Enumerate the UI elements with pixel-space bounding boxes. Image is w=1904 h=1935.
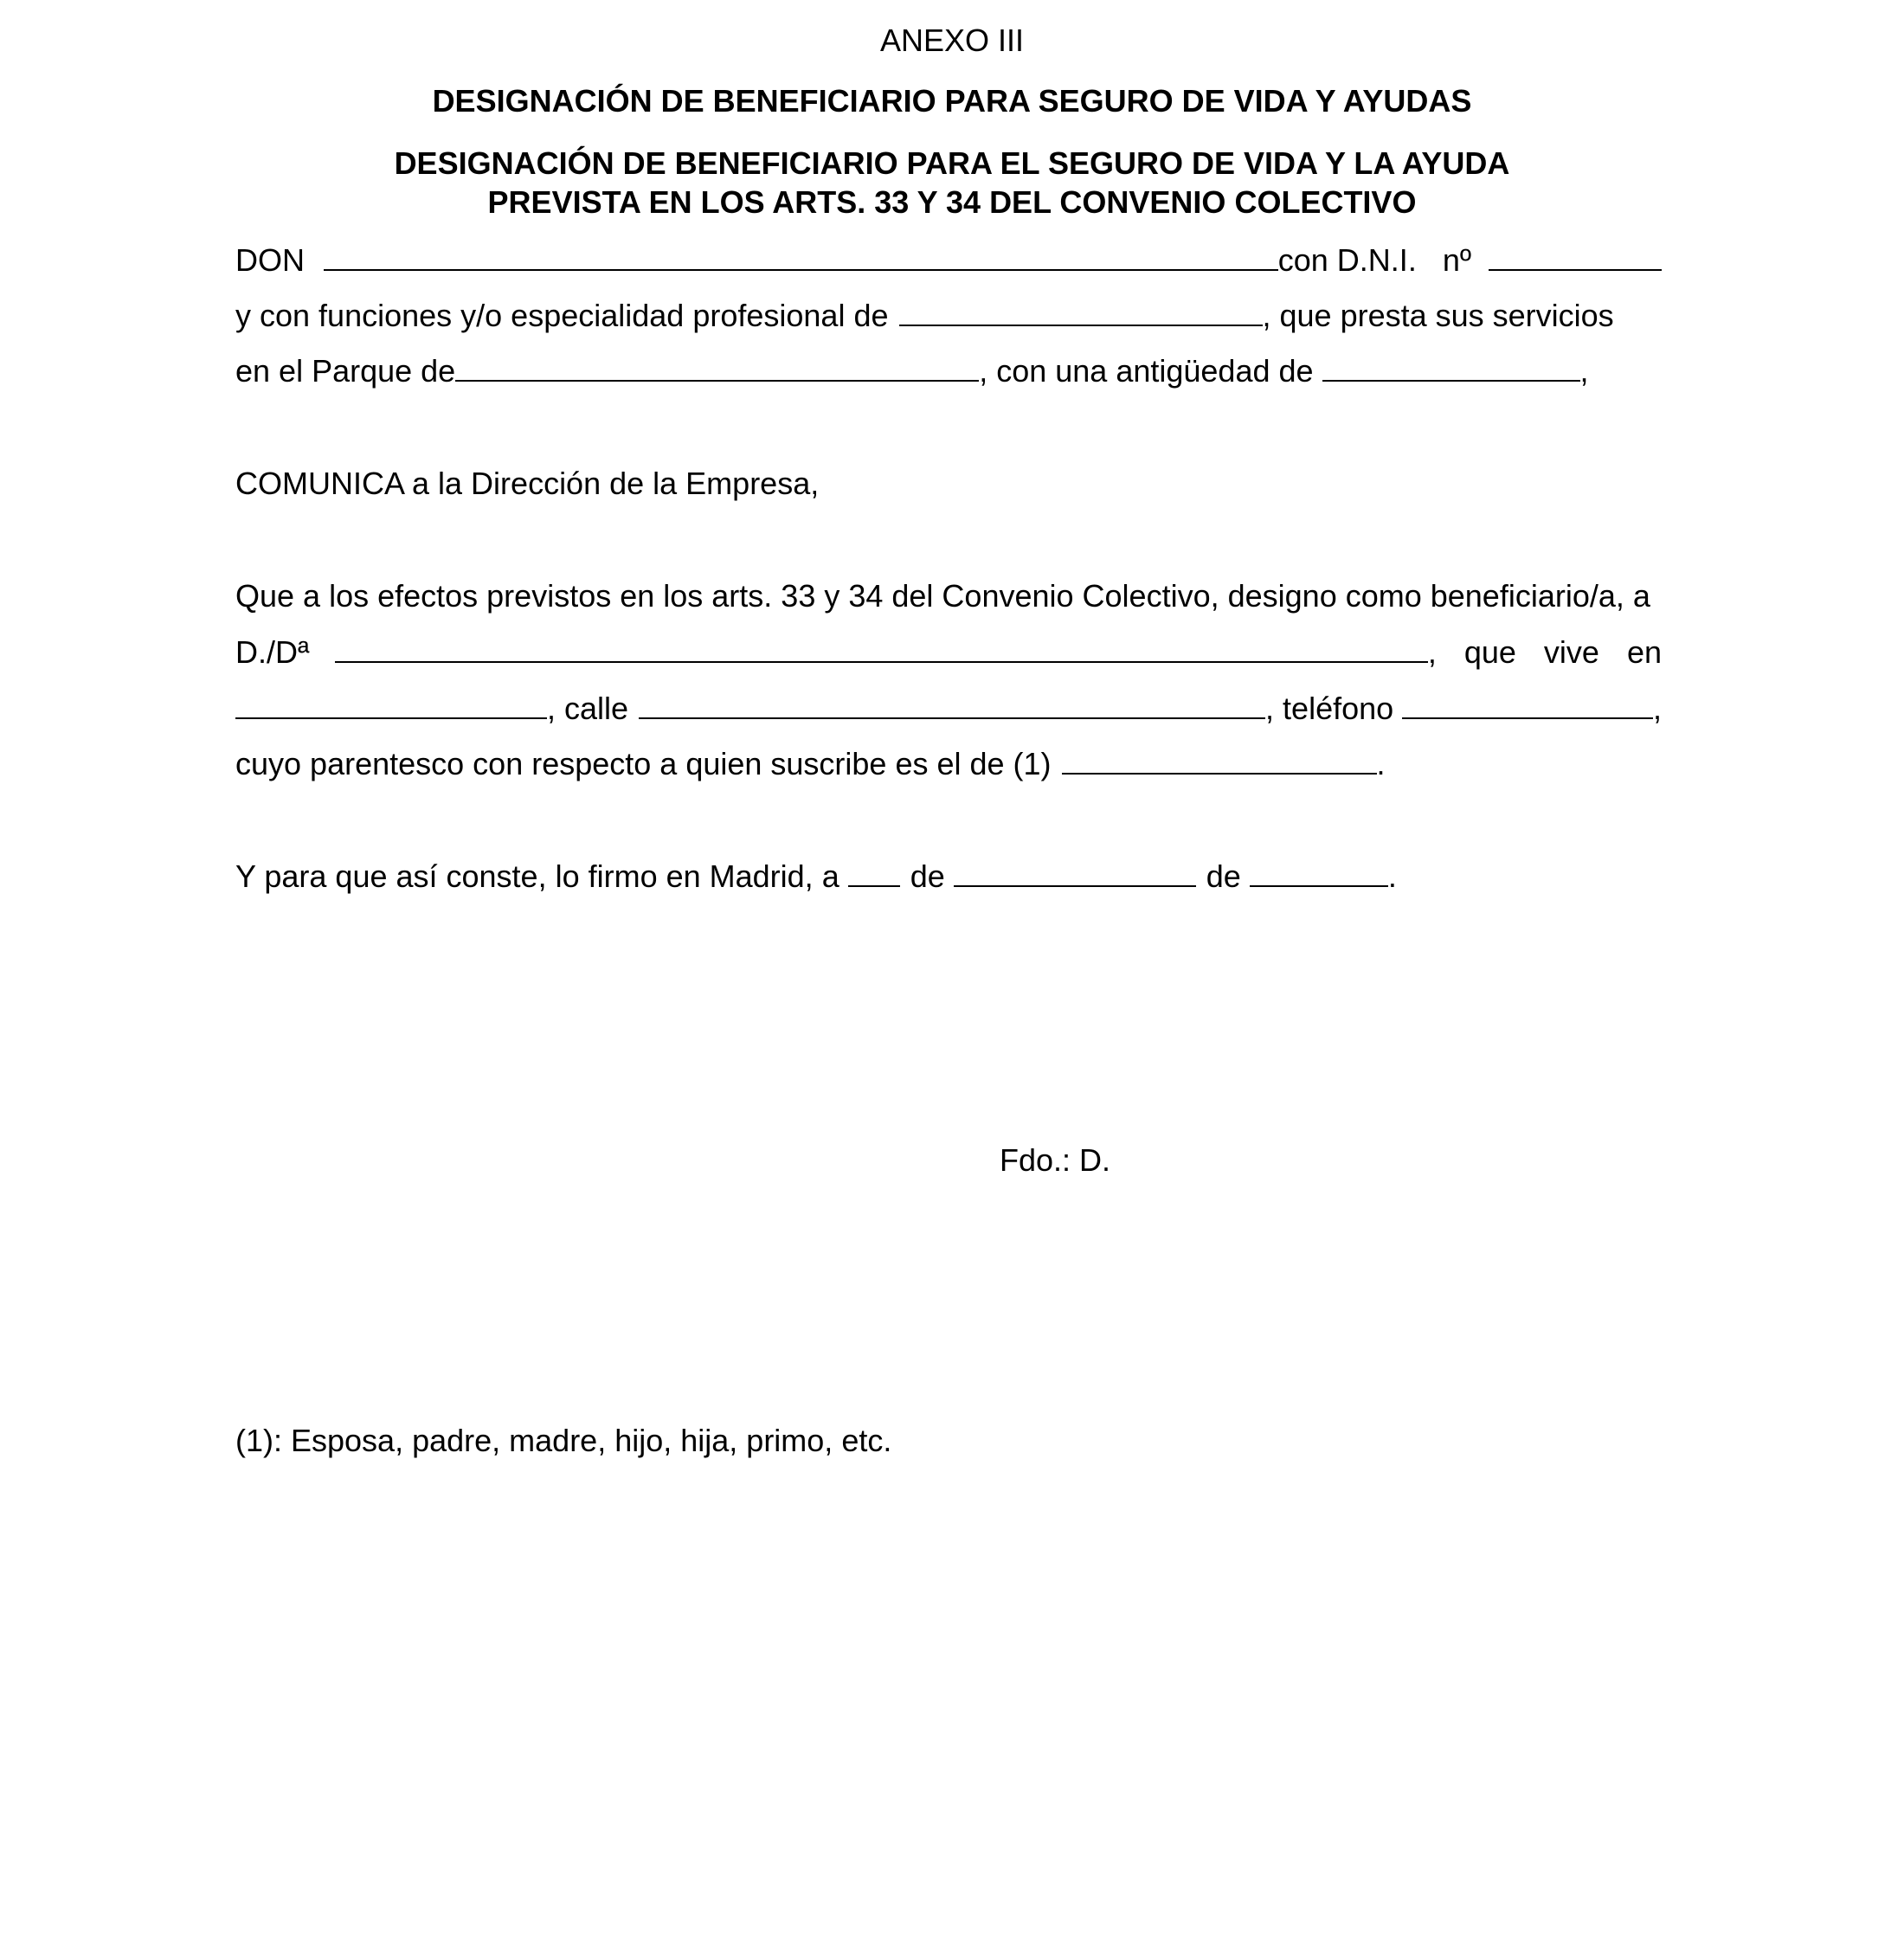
antiguedad-field[interactable] — [1322, 352, 1580, 382]
year-field[interactable] — [1250, 858, 1388, 887]
especialidad-field[interactable] — [899, 297, 1263, 326]
dni-number-label: nº — [1442, 242, 1471, 278]
direccion-line — [235, 689, 1662, 729]
efectos-text: Que a los efectos previstos en los arts. 33 y 34 del Convenio Colectivo, designo como beneficiario/a, a — [235, 578, 1650, 614]
calle-label: , calle — [547, 691, 629, 726]
ciudad-field[interactable] — [235, 690, 547, 719]
document-title: DESIGNACIÓN DE BENEFICIARIO PARA SEGURO DE VIDA Y AYUDAS — [432, 83, 1472, 119]
antiguedad-comma: , — [1579, 353, 1589, 389]
month-field[interactable] — [954, 858, 1196, 887]
parentesco-line — [235, 744, 1662, 784]
dni-field[interactable] — [1489, 241, 1662, 271]
name-field[interactable] — [324, 241, 1278, 271]
annex-label: ANEXO III — [879, 22, 1025, 58]
calle-field[interactable] — [639, 690, 1265, 719]
don-label: DON — [235, 242, 305, 278]
document-subtitle — [0, 144, 1904, 222]
parentesco-field[interactable] — [1062, 745, 1377, 775]
telefono-comma: , — [1652, 691, 1662, 726]
subtitle-line-1: DESIGNACIÓN DE BENEFICIARIO PARA EL SEGURO DE VIDA Y LA AYUDA — [394, 145, 1510, 181]
beneficiario-name-field[interactable] — [335, 633, 1428, 663]
parque-label: en el Parque de — [235, 353, 456, 389]
don-line — [235, 241, 1662, 280]
comunica-line — [235, 464, 1662, 504]
parque-field[interactable] — [455, 352, 979, 382]
antiguedad-label: , con una antigüedad de — [979, 353, 1314, 389]
day-field[interactable] — [848, 858, 900, 887]
parentesco-period: . — [1376, 746, 1386, 781]
dni-label: con D.N.I. — [1277, 242, 1417, 278]
telefono-field[interactable] — [1402, 690, 1653, 719]
parque-line — [235, 351, 1662, 391]
firma-prefix: Y para que así conste, lo firmo en Madrid, a — [235, 858, 839, 894]
subtitle-line-2: PREVISTA EN LOS ARTS. 33 Y 34 DEL CONVENIO COLECTIVO — [487, 184, 1417, 220]
parentesco-label: cuyo parentesco con respecto a quien suscribe es el de (1) — [235, 746, 1052, 781]
signature-label: Fdo.: D. — [1000, 1142, 1111, 1178]
dda-label: D./Dª — [235, 634, 310, 670]
telefono-label: , teléfono — [1265, 691, 1394, 726]
funciones-line — [235, 296, 1662, 336]
que-vive-en-label: , que vive en — [1427, 634, 1662, 670]
efectos-line — [235, 576, 1662, 616]
footnote: (1): Esposa, padre, madre, hijo, hija, primo, etc. — [235, 1423, 892, 1458]
firma-line — [235, 857, 1662, 897]
funciones-label: y con funciones y/o especialidad profesional de — [235, 298, 889, 333]
de-label-2: de — [1206, 858, 1241, 894]
comunica-text: COMUNICA a la Dirección de la Empresa, — [235, 466, 820, 501]
presta-label: , que presta sus servicios — [1262, 298, 1614, 333]
firma-period: . — [1387, 858, 1397, 894]
beneficiario-line — [235, 633, 1662, 672]
de-label-1: de — [910, 858, 945, 894]
